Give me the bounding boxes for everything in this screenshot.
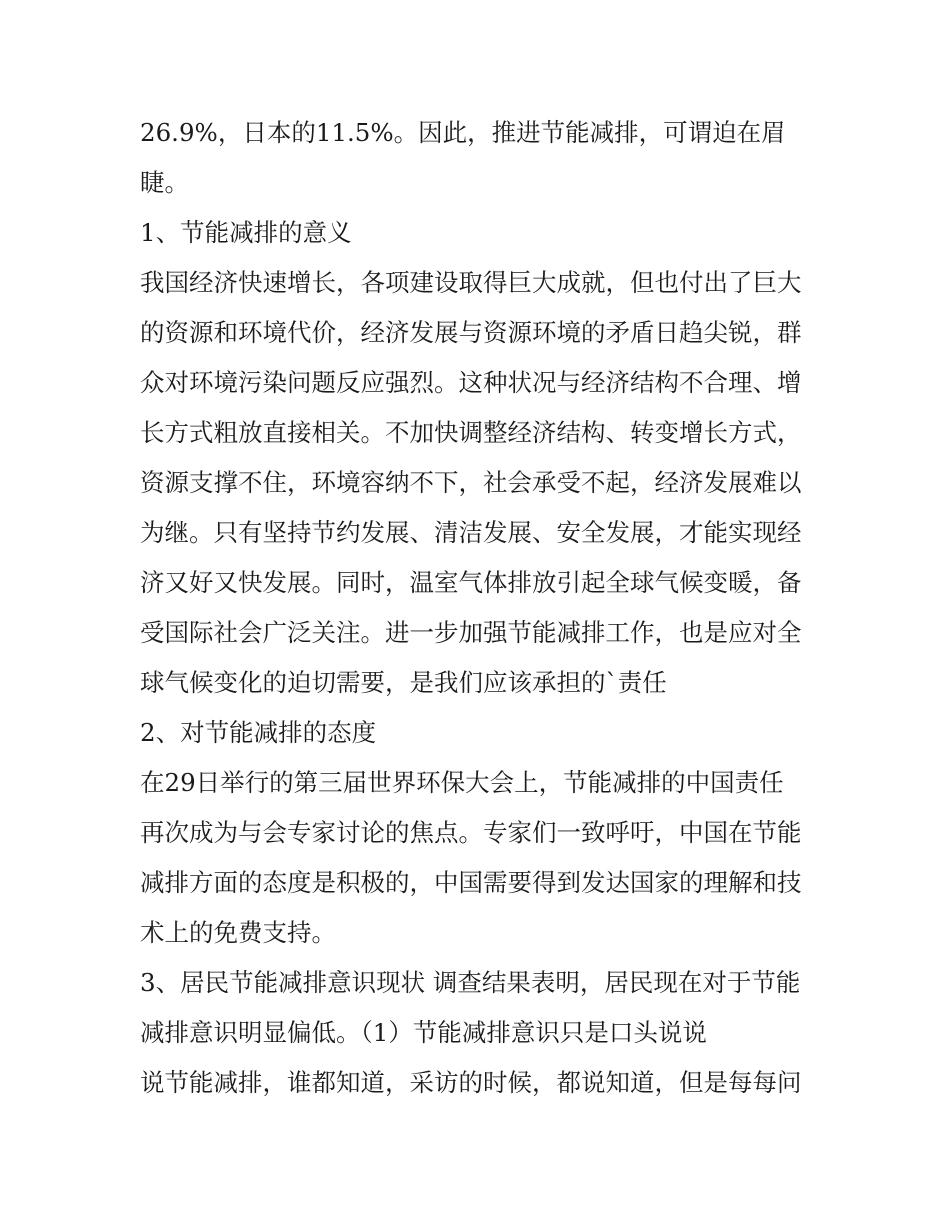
text-line: 球气候变化的迫切需要，是我们应该承担的`责任 bbox=[140, 668, 667, 697]
text-line: 的资源和环境代价，经济发展与资源环境的矛盾日趋尖锐，群 bbox=[140, 318, 802, 347]
text-line: 为继。只有坚持节约发展、清洁发展、安全发展，才能实现经 bbox=[140, 518, 802, 547]
text-line: 减排意识明显偏低。（1）节能减排意识只是口头说说 bbox=[140, 1018, 707, 1047]
document-body bbox=[140, 108, 815, 1108]
section-heading: 2、对节能减排的态度 bbox=[140, 718, 377, 747]
text-line: 减排方面的态度是积极的，中国需要得到发达国家的理解和技 bbox=[140, 868, 802, 897]
text-line: 说节能减排，谁都知道，采访的时候，都说知道，但是每每问 bbox=[140, 1068, 802, 1097]
text-line: 济又好又快发展。同时，温室气体排放引起全球气候变暖，备 bbox=[140, 568, 802, 597]
text-line: 在29日举行的第三届世界环保大会上，节能减排的中国责任 bbox=[140, 768, 784, 797]
text-line: 术上的免费支持。 bbox=[140, 918, 336, 947]
section-heading: 3、居民节能减排意识现状 调查结果表明，居民现在对于节能 bbox=[140, 968, 801, 997]
text-line: 我国经济快速增长，各项建设取得巨大成就，但也付出了巨大 bbox=[140, 268, 802, 297]
text-line: 受国际社会广泛关注。进一步加强节能减排工作，也是应对全 bbox=[140, 618, 802, 647]
text-line: 睫。 bbox=[140, 168, 189, 197]
text-line: 众对环境污染问题反应强烈。这种状况与经济结构不合理、增 bbox=[140, 368, 802, 397]
text-line: 资源支撑不住，环境容纳不下，社会承受不起，经济发展难以 bbox=[140, 468, 802, 497]
text-line: 26.9%，日本的11.5%。因此，推进节能减排，可谓迫在眉 bbox=[140, 118, 786, 147]
text-line: 再次成为与会专家讨论的焦点。专家们一致呼吁，中国在节能 bbox=[140, 818, 802, 847]
text-line: 长方式粗放直接相关。不加快调整经济结构、转变增长方式， bbox=[140, 418, 802, 447]
section-heading: 1、节能减排的意义 bbox=[140, 218, 352, 247]
